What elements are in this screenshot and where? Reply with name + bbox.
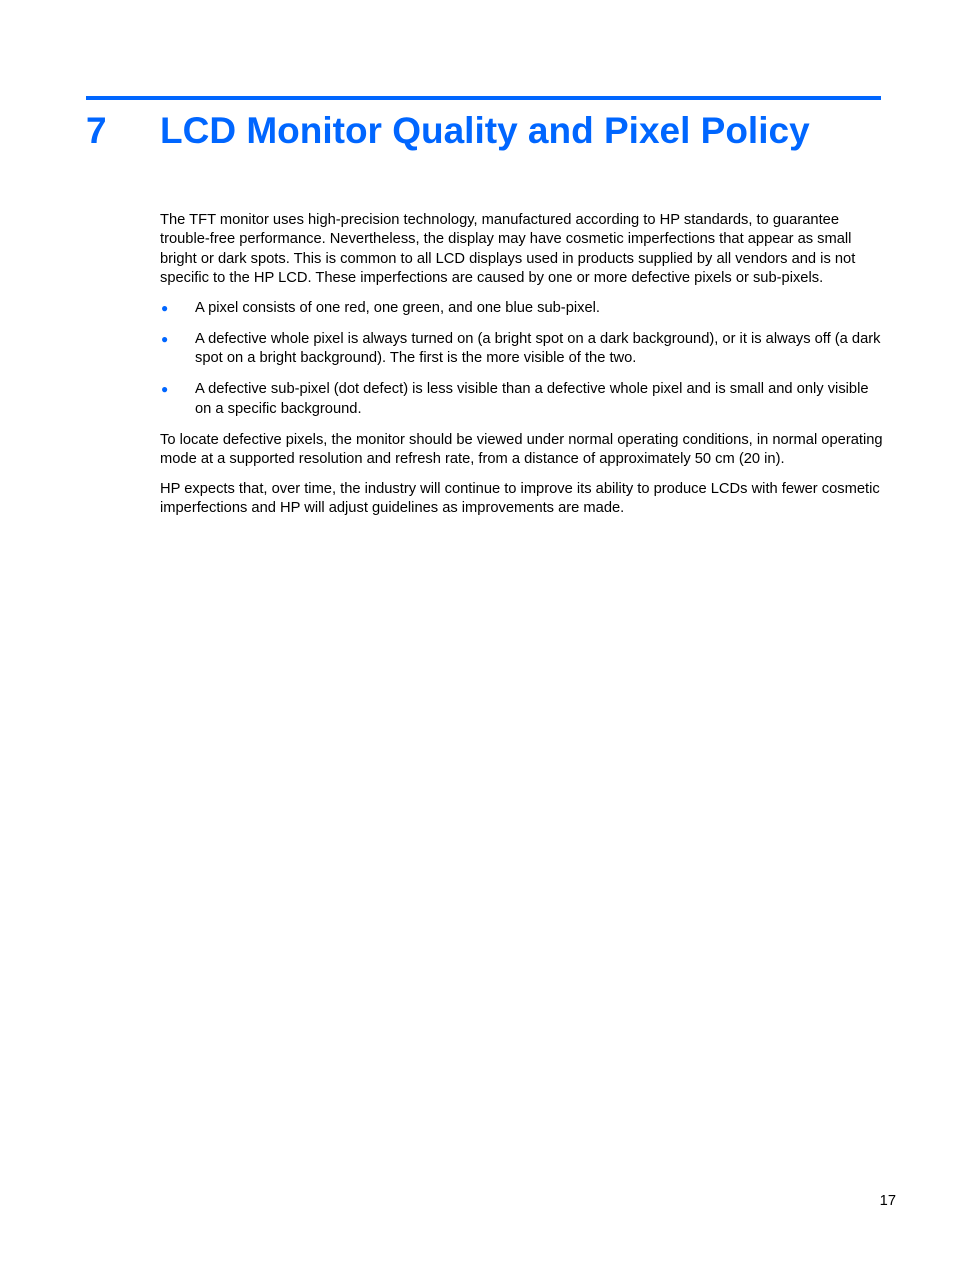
bullet-text: A pixel consists of one red, one green, and one blue sub-pixel. xyxy=(195,300,600,317)
bullet-item xyxy=(160,330,886,369)
bullet-dot-icon: ● xyxy=(161,301,169,316)
bullet-text: A defective sub-pixel (dot defect) is less visible than a defective whole pixel and is small and only visible on a specific background. xyxy=(195,381,869,417)
chapter-rule xyxy=(86,96,881,100)
future-improvements-paragraph: HP expects that, over time, the industry will continue to improve its ability to produce LCDs with fewer cosmetic imperfections and HP will adjust guidelines as improvements are made. xyxy=(160,480,880,517)
intro-paragraph: The TFT monitor uses high-precision technology, manufactured according to HP standards, to guarantee trouble-free performance. Nevertheless, the display may have cosmetic imperfections that appear as small bright or dark spots. This is common to all LCD displays used in products supplied by all vendors and is not specific to the HP LCD. These imperfections are caused by one or more defective pixels or sub-pixels. xyxy=(160,212,856,287)
bullet-item xyxy=(160,380,886,419)
chapter-title: LCD Monitor Quality and Pixel Policy xyxy=(160,110,810,151)
locate-defects-paragraph: To locate defective pixels, the monitor should be viewed under normal operating conditions, in normal operating mode at a supported resolution and refresh rate, from a distance of approximately 50 cm (20 in). xyxy=(160,431,883,468)
bullet-dot-icon: ● xyxy=(161,382,169,397)
chapter-header xyxy=(86,106,886,156)
chapter-number: 7 xyxy=(86,110,107,151)
bullet-text: A defective whole pixel is always turned on (a bright spot on a dark background), or it is always off (a dark spot on a bright background). The first is the more visible of the two. xyxy=(195,331,881,367)
chapter-body xyxy=(160,211,886,529)
page-number: 17 xyxy=(879,1193,896,1209)
bullet-item xyxy=(160,299,886,318)
bullet-dot-icon: ● xyxy=(161,332,169,347)
bullet-list xyxy=(160,299,886,419)
